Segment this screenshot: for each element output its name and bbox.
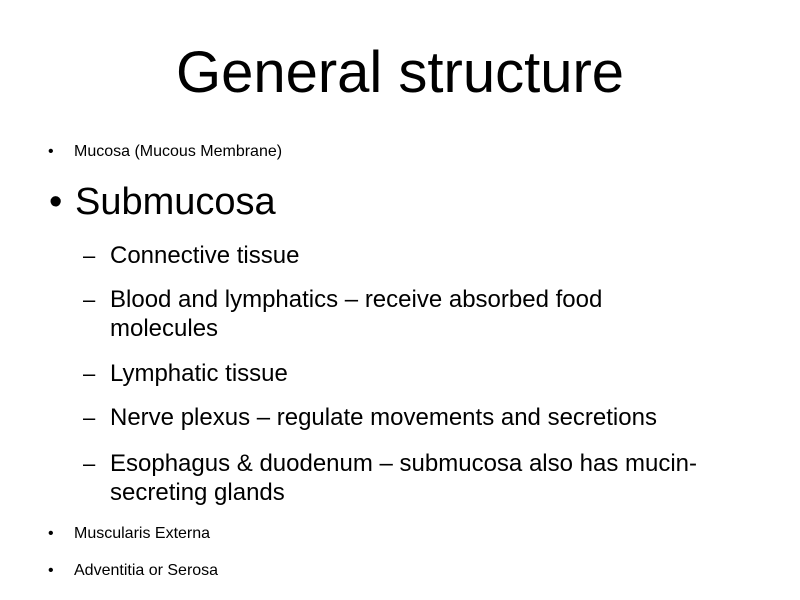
list-item-text: Muscularis Externa: [74, 525, 211, 542]
list-item-text: Mucosa (Mucous Membrane): [74, 143, 283, 160]
dash-icon: –: [83, 405, 96, 430]
dash-icon: –: [83, 451, 96, 476]
sub-item-text: Nerve plexus – regulate movements and secretions: [110, 404, 657, 431]
sub-item-text-line-1: Esophagus & duodenum – submucosa also has mucin-: [110, 450, 698, 477]
sub-item-text: Connective tissue: [110, 242, 300, 269]
sub-item-text-line-1: Blood and lymphatics – receive absorbed food: [110, 286, 603, 313]
bullet-icon: •: [49, 181, 63, 223]
dash-icon: –: [83, 361, 96, 386]
slide-title: General structure: [175, 40, 625, 105]
sub-item-text-line-2: secreting glands: [110, 479, 285, 506]
bullet-icon: •: [48, 562, 54, 579]
sub-item-text-line-2: molecules: [110, 315, 219, 342]
dash-icon: –: [83, 243, 96, 268]
dash-icon: –: [83, 287, 96, 312]
bullet-icon: •: [48, 143, 54, 160]
sub-item-text: Lymphatic tissue: [110, 360, 288, 387]
bullet-icon: •: [48, 525, 54, 542]
list-item-text: Adventitia or Serosa: [74, 562, 219, 579]
list-item-text: Submucosa: [75, 181, 276, 223]
